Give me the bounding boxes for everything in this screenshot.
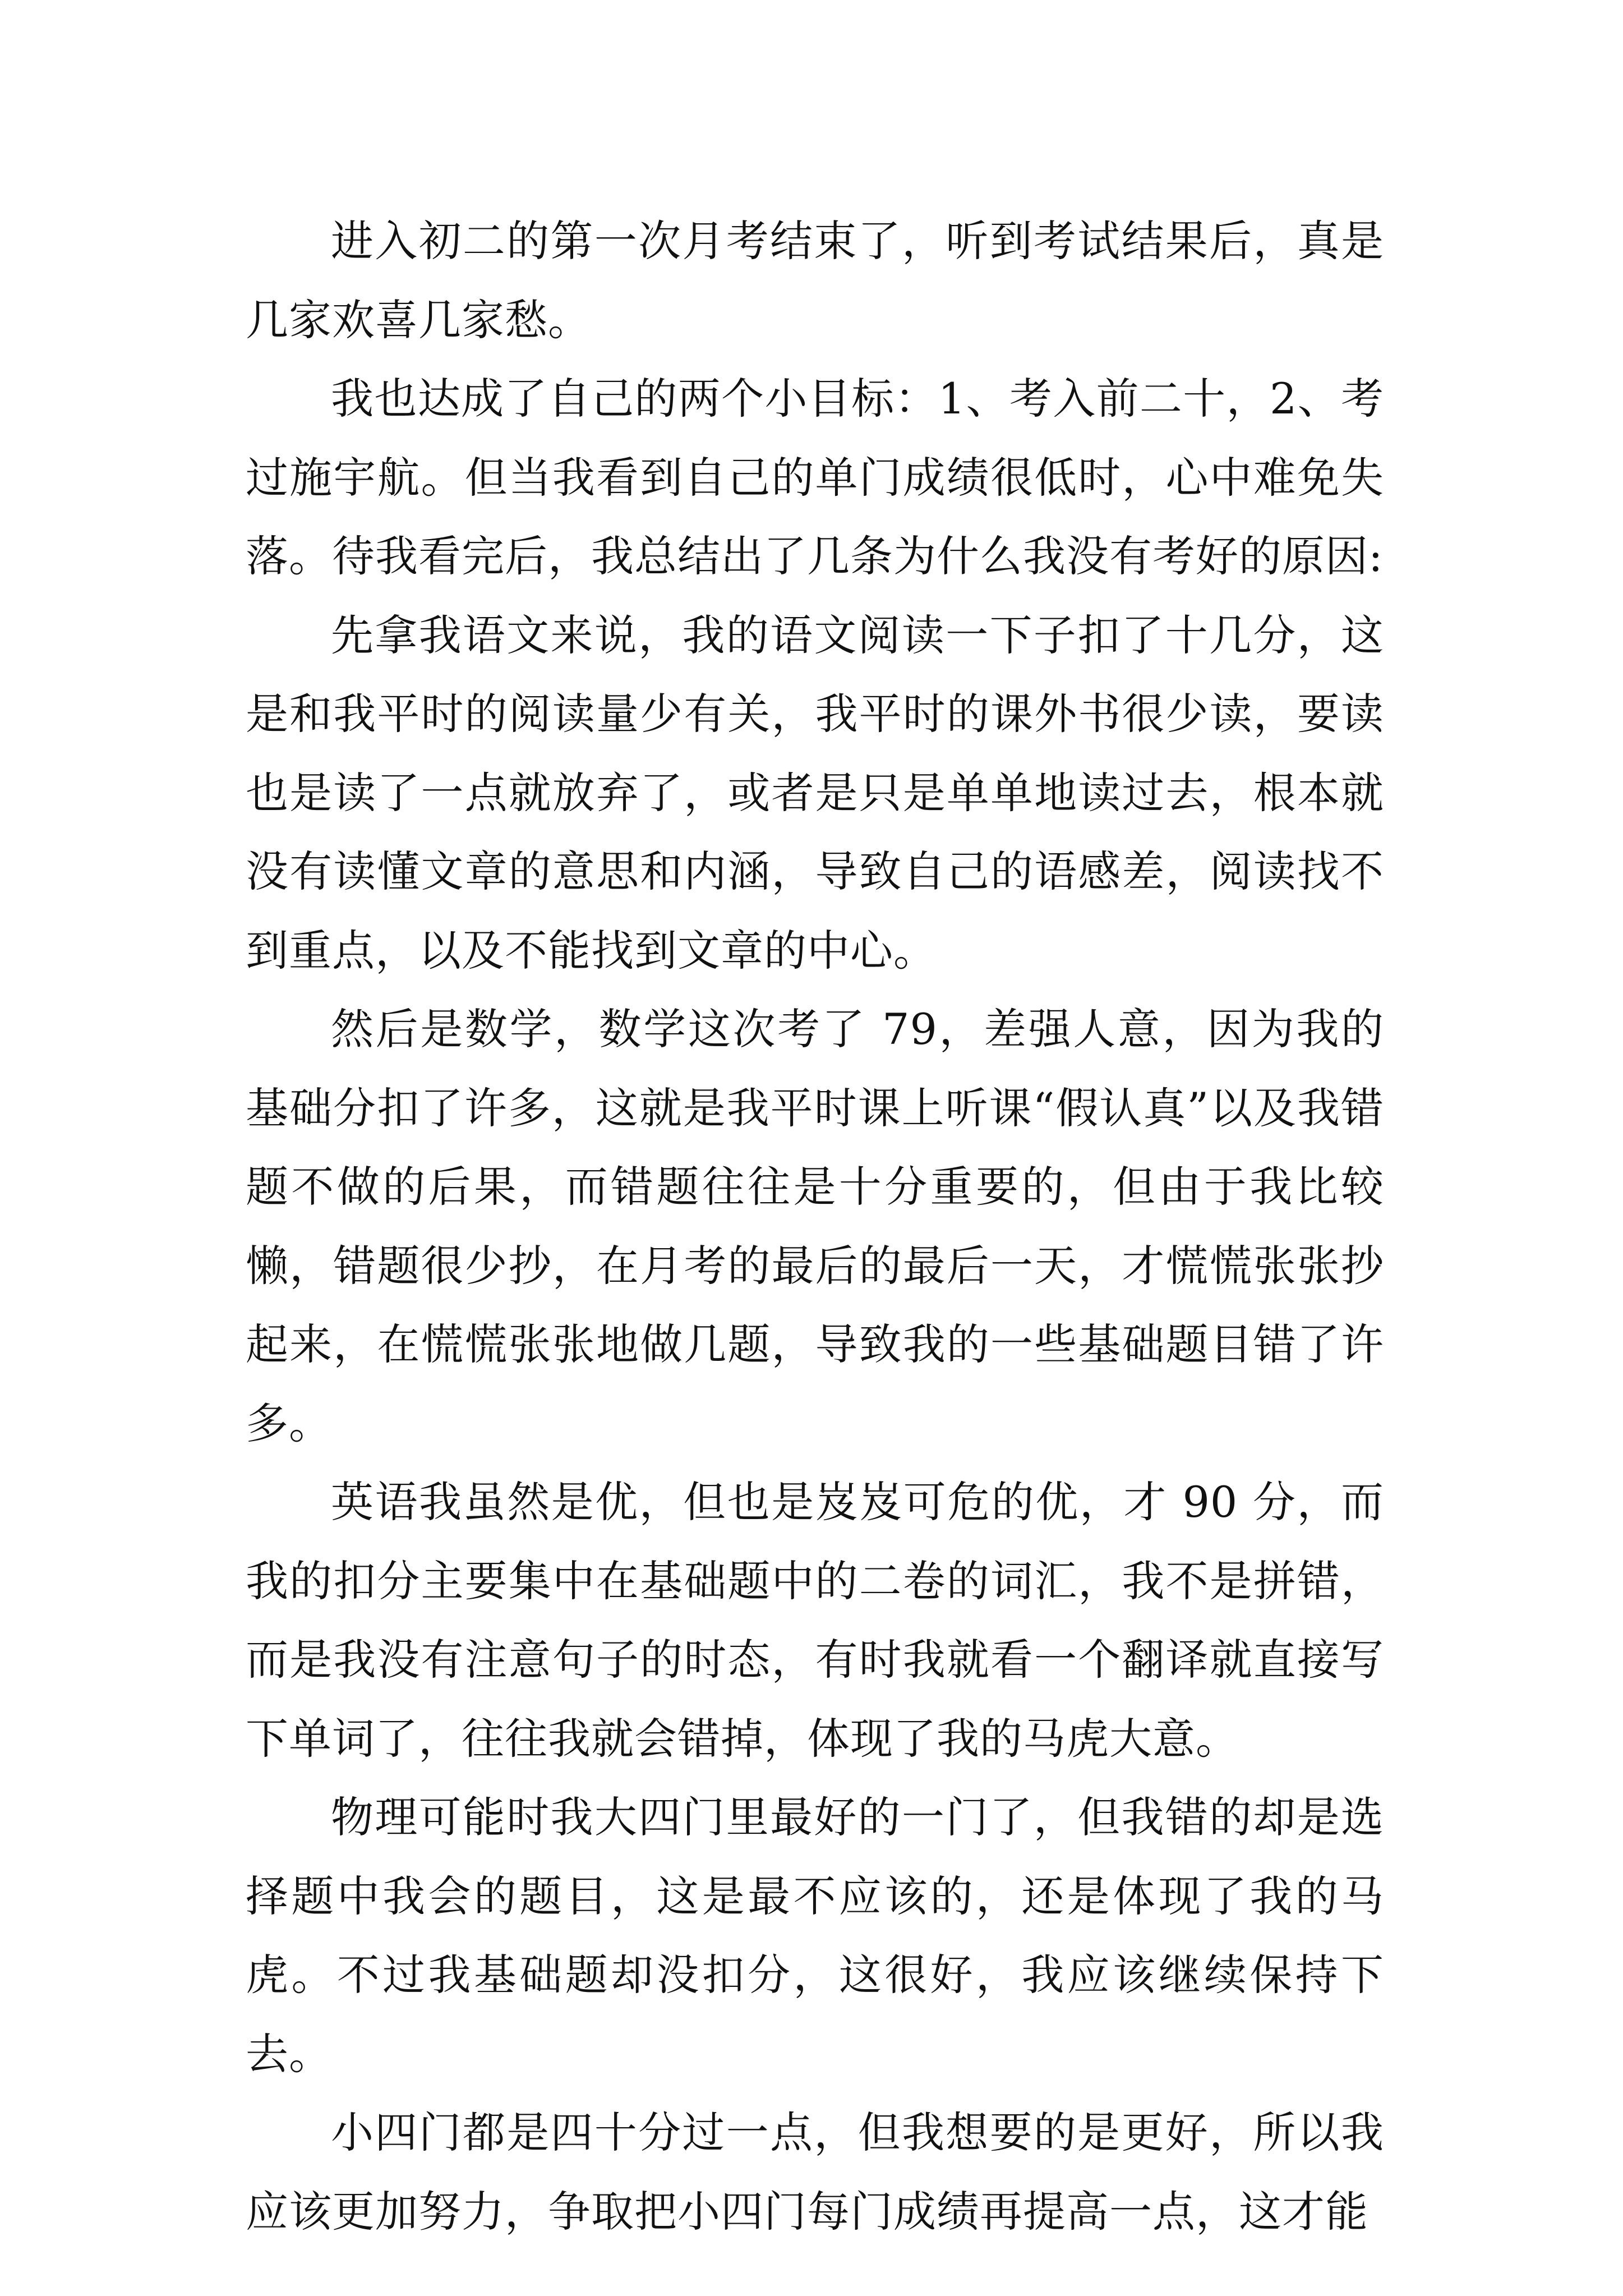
paragraph-4: 然后是数学，数学这次考了 79，差强人意，因为我的基础分扣了许多，这就是我平时课上听课“假认真”以及我错题不做的后果，而错题往往是十分重要的，但由于我比较懒，错题很少抄，在月考的最后的最后一天，才慌慌张张抄起来，在慌慌张张地做几题，导致我的一些基础题目错了许多。 bbox=[246, 1004, 1384, 1448]
paragraph-2: 我也达成了自己的两个小目标：1、考入前二十，2、考过施宇航。但当我看到自己的单门成绩很低时，心中难免失落。待我看完后，我总结出了几条为什么我没有考好的原因: bbox=[246, 374, 1384, 581]
paragraph-7: 小四门都是四十分过一点，但我想要的是更好，所以我应该更加努力，争取把小四门每门成绩再提高一点，这才能 bbox=[246, 2108, 1384, 2237]
paragraph-3: 先拿我语文来说，我的语文阅读一下子扣了十几分，这是和我平时的阅读量少有关，我平时的课外书很少读，要读也是读了一点就放弃了，或者是只是单单地读过去，根本就没有读懂文章的意思和内涵，导致自己的语感差，阅读找不到重点，以及不能找到文章的中心。 bbox=[246, 610, 1384, 976]
document-body bbox=[246, 202, 1384, 2251]
paragraph-5: 英语我虽然是优，但也是岌岌可危的优，才 90 分，而我的扣分主要集中在基础题中的二卷的词汇，我不是拼错，而是我没有注意句子的时态，有时我就看一个翻译就直接写下单词了，往往我就会错掉，体现了我的马虎大意。 bbox=[246, 1477, 1384, 1764]
paragraph-1: 进入初二的第一次月考结束了，听到考试结果后，真是几家欢喜几家愁。 bbox=[246, 216, 1384, 345]
paragraph-6: 物理可能时我大四门里最好的一门了，但我错的却是选择题中我会的题目，这是最不应该的，还是体现了我的马虎。不过我基础题却没扣分，这很好，我应该继续保持下去。 bbox=[246, 1792, 1384, 2079]
